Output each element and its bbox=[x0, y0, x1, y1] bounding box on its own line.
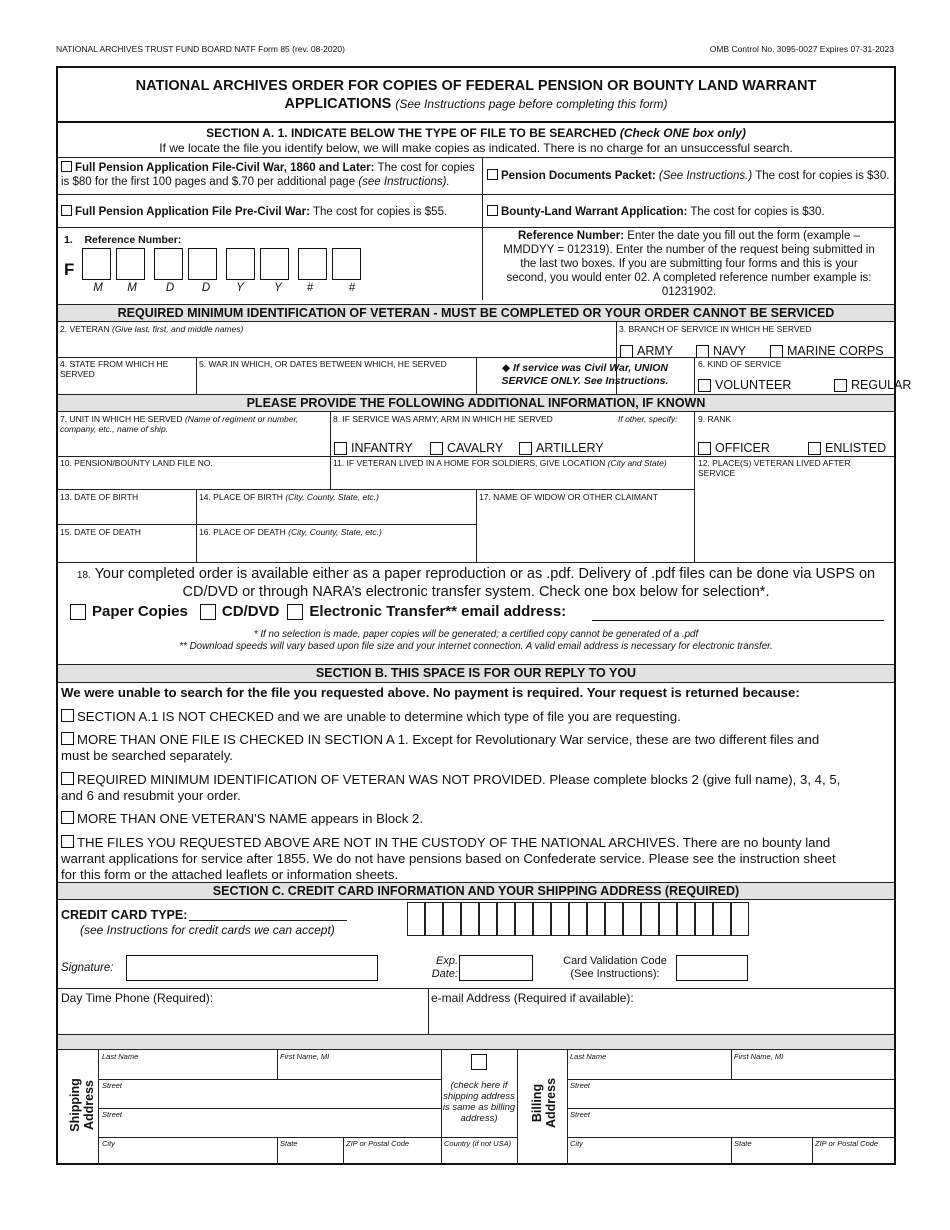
reference-prefix: F bbox=[64, 260, 75, 279]
card-validation-code-input[interactable] bbox=[676, 955, 748, 981]
section-b-band: SECTION B. THIS SPACE IS FOR OUR REPLY TO YOU bbox=[58, 664, 894, 683]
card-number-digit[interactable] bbox=[731, 902, 749, 936]
card-number-digit[interactable] bbox=[695, 902, 713, 936]
billing-first-name-label: First Name, MI bbox=[734, 1052, 784, 1061]
electronic-transfer-checkbox[interactable] bbox=[287, 604, 303, 620]
credit-card-note: (see Instructions for credit cards we can accept) bbox=[80, 923, 335, 937]
billing-street-label: Street bbox=[570, 1081, 591, 1090]
checkbox[interactable] bbox=[487, 169, 498, 180]
form-title: NATIONAL ARCHIVES ORDER FOR COPIES OF FEDERAL PENSION OR BOUNTY LAND WARRANT bbox=[135, 78, 817, 94]
email-address-line[interactable] bbox=[592, 620, 884, 621]
delivery-notes: * If no selection is made, paper copies will be generated; a certified copy cannot be generated of a .pdf ** Download speeds will vary based upon file size and your internet connection. A valid email address is necessary for electronic transfer. bbox=[179, 629, 773, 652]
reference-letter: # bbox=[306, 282, 314, 294]
card-number-digit[interactable] bbox=[407, 902, 425, 936]
card-number-digit[interactable] bbox=[587, 902, 605, 936]
rank-officer[interactable]: OFFICER bbox=[698, 441, 770, 455]
reason-more-than-one-name: MORE THAN ONE VETERAN'S NAME appears in Block 2. bbox=[61, 811, 891, 827]
reference-digit-5[interactable] bbox=[226, 248, 255, 280]
credit-card-type-label: CREDIT CARD TYPE: bbox=[61, 908, 188, 922]
card-number-digit[interactable] bbox=[569, 902, 587, 936]
checkbox[interactable] bbox=[620, 345, 633, 358]
checkbox[interactable] bbox=[334, 442, 347, 455]
billing-city-label: City bbox=[570, 1139, 583, 1148]
reference-letter: M bbox=[93, 282, 103, 294]
delivery-selection bbox=[70, 603, 566, 620]
checkbox[interactable] bbox=[808, 442, 821, 455]
exp-date-input[interactable] bbox=[459, 955, 533, 981]
checkbox[interactable] bbox=[61, 709, 74, 722]
reference-number-label: 1. Reference Number: bbox=[64, 234, 182, 246]
form-title-line2: APPLICATIONS (See Instructions page before completing this form) bbox=[284, 96, 668, 112]
day-time-phone-label: Day Time Phone (Required): bbox=[61, 991, 214, 1005]
checkbox[interactable] bbox=[698, 442, 711, 455]
section-a-subheading: If we locate the file you identify below, we will make copies as indicated. There is no charge for an unsuccessful search. bbox=[159, 141, 793, 155]
billing-zip-label: ZIP or Postal Code bbox=[815, 1139, 879, 1148]
card-number-digit[interactable] bbox=[533, 902, 551, 936]
checkbox[interactable] bbox=[61, 161, 72, 172]
section-c-band: SECTION C. CREDIT CARD INFORMATION AND YOUR SHIPPING ADDRESS (REQUIRED) bbox=[58, 882, 894, 900]
rank-enlisted[interactable]: ENLISTED bbox=[808, 441, 886, 455]
credit-card-type-line[interactable] bbox=[189, 920, 347, 921]
field-kind-of-service-label: 6. KIND OF SERVICE bbox=[698, 359, 782, 369]
reference-letter: D bbox=[201, 282, 211, 294]
form-identifier: NATIONAL ARCHIVES TRUST FUND BOARD NATF Form 85 (rev. 08-2020) bbox=[56, 44, 345, 54]
card-number-digit[interactable] bbox=[425, 902, 443, 936]
reference-digit-3[interactable] bbox=[154, 248, 183, 280]
billing-last-name-label: Last Name bbox=[570, 1052, 607, 1061]
shipping-first-name-label: First Name, MI bbox=[280, 1052, 330, 1061]
option-full-pension-civil-war[interactable]: Full Pension Application File-Civil War, 1860 and Later: The cost for copies is $80 for the first 100 pages and $.70 per additional page (see Instructions). bbox=[61, 162, 475, 188]
arm-infantry[interactable]: INFANTRY bbox=[334, 441, 413, 455]
shipping-zip-label: ZIP or Postal Code bbox=[346, 1139, 410, 1148]
field-rank-label: 9. RANK bbox=[698, 414, 732, 424]
card-number-digit[interactable] bbox=[443, 902, 461, 936]
card-number-digit[interactable] bbox=[497, 902, 515, 936]
card-number-digit[interactable] bbox=[551, 902, 569, 936]
reference-digit-1[interactable] bbox=[82, 248, 111, 280]
paper-copies-checkbox[interactable] bbox=[70, 604, 86, 620]
reason-more-than-one-file: MORE THAN ONE FILE IS CHECKED IN SECTION A 1. Except for Revolutionary War service, these are two different files and must be searched separately. bbox=[61, 732, 820, 763]
checkbox[interactable] bbox=[61, 772, 74, 785]
field-places-lived-label: 12. PLACE(S) VETERAN LIVED AFTER SERVICE bbox=[698, 458, 851, 478]
additional-information-band: PLEASE PROVIDE THE FOLLOWING ADDITIONAL INFORMATION, IF KNOWN bbox=[58, 394, 894, 412]
reason-minimum-id-missing: REQUIRED MINIMUM IDENTIFICATION OF VETERAN WAS NOT PROVIDED. Please complete blocks 2 (give full name), 3, 4, 5, and 6 and resubmit your order. bbox=[61, 772, 841, 803]
required-identification-band: REQUIRED MINIMUM IDENTIFICATION OF VETERAN - MUST BE COMPLETED OR YOUR ORDER CANNOT BE SERVICED bbox=[58, 304, 894, 322]
reference-digit-4[interactable] bbox=[188, 248, 217, 280]
exp-date-label: Exp. Date: bbox=[431, 955, 458, 980]
field-veteran-label: 2. VETERAN (Give last, first, and middle names) bbox=[60, 324, 244, 334]
reference-letter: D bbox=[165, 282, 175, 294]
card-number-digit[interactable] bbox=[713, 902, 731, 936]
cd-dvd-label: CD/DVD bbox=[221, 603, 280, 620]
reference-instructions: Reference Number: Enter the date you fill out the form (example – MMDDYY = 012319). Enter the number of the request being submitted in the last two boxes. If you are submitting four forms and this is your second, you would enter 02. A completed reference number example is: 01231902. bbox=[503, 230, 875, 298]
checkbox[interactable] bbox=[698, 379, 711, 392]
field-branch-label: 3. BRANCH OF SERVICE IN WHICH HE SERVED bbox=[619, 324, 812, 334]
omb-control: OMB Control No. 3095-0027 Expires 07-31-2023 bbox=[709, 44, 894, 54]
field-file-number-label: 10. PENSION/BOUNTY LAND FILE NO. bbox=[60, 458, 213, 468]
option-full-pension-pre-civil-war[interactable]: Full Pension Application File Pre-Civil War: The cost for copies is $55. bbox=[61, 205, 481, 218]
branch-marine-corps[interactable]: MARINE CORPS bbox=[770, 344, 884, 358]
checkbox[interactable] bbox=[61, 835, 74, 848]
option-bounty-land-warrant[interactable]: Bounty-Land Warrant Application: The cost for copies is $30. bbox=[487, 205, 897, 218]
branch-navy[interactable]: NAVY bbox=[696, 344, 746, 358]
billing-state-label: State bbox=[734, 1139, 752, 1148]
shipping-country-label: Country (if not USA) bbox=[444, 1139, 512, 1148]
checkbox[interactable] bbox=[770, 345, 783, 358]
service-volunteer[interactable]: VOLUNTEER bbox=[698, 378, 791, 392]
paper-copies-label: Paper Copies bbox=[92, 603, 188, 620]
arm-artillery[interactable]: ARTILLERY bbox=[519, 441, 604, 455]
reference-letter: M bbox=[127, 282, 137, 294]
option-pension-documents-packet[interactable]: Pension Documents Packet: (See Instructions.) The cost for copies is $30. bbox=[487, 169, 897, 182]
checkbox[interactable] bbox=[61, 732, 74, 745]
natf-85-form bbox=[56, 66, 912, 1165]
shipping-street-label: Street bbox=[102, 1081, 123, 1090]
electronic-transfer-label: Electronic Transfer** email address: bbox=[309, 603, 567, 620]
branch-army[interactable]: ARMY bbox=[620, 344, 673, 358]
checkbox[interactable] bbox=[487, 205, 498, 216]
field-place-of-birth-label: 14. PLACE OF BIRTH (City, County, State, etc.) bbox=[199, 492, 379, 502]
card-number-digit[interactable] bbox=[623, 902, 641, 936]
field-state-label: 4. STATE FROM WHICH HE SERVED bbox=[60, 359, 169, 379]
card-number-digit[interactable] bbox=[641, 902, 659, 936]
field-place-of-death-label: 16. PLACE OF DEATH (City, County, State, etc.) bbox=[199, 527, 382, 537]
shipping-city-label: City bbox=[102, 1139, 115, 1148]
field-arm-other-label: If other, specify: bbox=[618, 414, 678, 424]
same-as-billing-checkbox[interactable] bbox=[471, 1054, 487, 1070]
checkbox[interactable] bbox=[519, 442, 532, 455]
section-a-heading: SECTION A. 1. INDICATE BELOW THE TYPE OF FILE TO BE SEARCHED (Check ONE box only) bbox=[206, 126, 746, 140]
card-number-digit[interactable] bbox=[659, 902, 677, 936]
shipping-state-label: State bbox=[280, 1139, 298, 1148]
section-b-intro: We were unable to search for the file you requested above. No payment is required. Your request is returned because: bbox=[61, 685, 800, 700]
reason-not-in-custody: THE FILES YOU REQUESTED ABOVE ARE NOT IN THE CUSTODY OF THE NATIONAL ARCHIVES. There are no bounty land warrant applications for service after 1855. We do not have pensions based on Confederate service. Please see the instruction sheet for this form or the attached leaflets or information sheets. bbox=[61, 835, 836, 882]
card-number-digit[interactable] bbox=[515, 902, 533, 936]
signature-label: Signature: bbox=[61, 962, 114, 974]
checkbox[interactable] bbox=[61, 811, 74, 824]
checkbox[interactable] bbox=[430, 442, 443, 455]
delivery-options-text: 18. Your completed order is available either as a paper reproduction or as .pdf. Delivery of .pdf files can be done via USPS on CD/DVD or through NARA’s electronic transfer system. Check one box below for selection*. bbox=[76, 566, 876, 600]
card-number-digit[interactable] bbox=[605, 902, 623, 936]
reference-digit-7[interactable] bbox=[298, 248, 327, 280]
billing-street2-label: Street bbox=[570, 1110, 591, 1119]
reference-letter: Y bbox=[274, 282, 282, 294]
card-validation-code-label: Card Validation Code (See Instructions): bbox=[563, 955, 667, 980]
checkbox[interactable] bbox=[834, 379, 847, 392]
cd-dvd-checkbox[interactable] bbox=[200, 604, 216, 620]
card-number-digit[interactable] bbox=[677, 902, 695, 936]
veteran-name-input[interactable] bbox=[58, 334, 614, 356]
email-address-label: e-mail Address (Required if available): bbox=[431, 991, 634, 1005]
billing-address-label: Billing Address bbox=[530, 1077, 558, 1128]
shipping-address-label: Shipping Address bbox=[68, 1078, 96, 1132]
field-date-of-birth-label: 13. DATE OF BIRTH bbox=[60, 492, 139, 502]
reference-letter: # bbox=[348, 282, 356, 294]
arm-cavalry[interactable]: CAVALRY bbox=[430, 441, 503, 455]
card-number-digit[interactable] bbox=[461, 902, 479, 936]
field-widow-claimant-label: 17. NAME OF WIDOW OR OTHER CLAIMANT bbox=[479, 492, 658, 502]
field-war-label: 5. WAR IN WHICH, OR DATES BETWEEN WHICH, HE SERVED bbox=[199, 359, 447, 369]
field-arm-label: 8. IF SERVICE WAS ARMY, ARM IN WHICH HE SERVED bbox=[333, 414, 553, 424]
reference-digit-2[interactable] bbox=[116, 248, 145, 280]
checkbox[interactable] bbox=[61, 205, 72, 216]
field-soldiers-home-label: 11. IF VETERAN LIVED IN A HOME FOR SOLDIERS, GIVE LOCATION (City and State) bbox=[333, 458, 667, 468]
shipping-street2-label: Street bbox=[102, 1110, 123, 1119]
checkbox[interactable] bbox=[696, 345, 709, 358]
field-date-of-death-label: 15. DATE OF DEATH bbox=[60, 527, 141, 537]
card-number-digit[interactable] bbox=[479, 902, 497, 936]
signature-input[interactable] bbox=[126, 955, 378, 981]
reference-digit-6[interactable] bbox=[260, 248, 289, 280]
service-regular[interactable]: REGULAR bbox=[834, 378, 911, 392]
reason-section-not-checked: SECTION A.1 IS NOT CHECKED and we are unable to determine which type of file you are requesting. bbox=[61, 709, 891, 725]
same-as-billing-note: (check here if shipping address is same as billing address) bbox=[442, 1080, 516, 1124]
field-unit-label: 7. UNIT IN WHICH HE SERVED (Name of regiment or number, company, etc., name of ship. bbox=[60, 414, 299, 434]
reference-letter: Y bbox=[236, 282, 244, 294]
reference-digit-8[interactable] bbox=[332, 248, 361, 280]
civil-war-union-note: ◆ If service was Civil War, UNION SERVICE ONLY. See Instructions. bbox=[501, 362, 669, 387]
shipping-last-name-label: Last Name bbox=[102, 1052, 139, 1061]
